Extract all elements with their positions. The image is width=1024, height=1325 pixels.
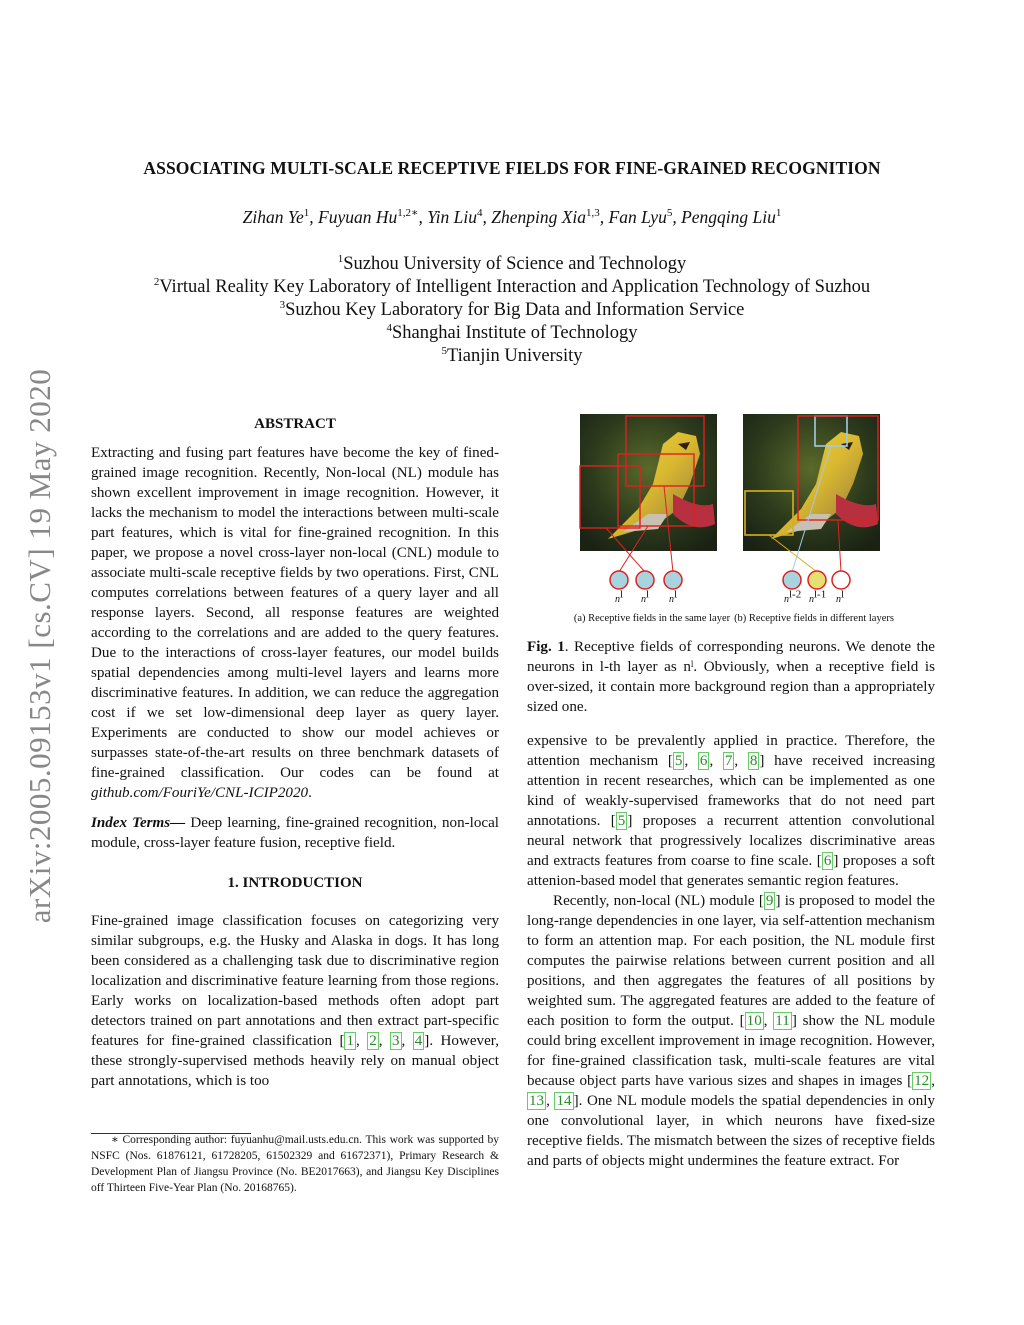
citation-link[interactable]: 7 xyxy=(724,753,733,769)
code-url[interactable]: github.com/FouriYe/CNL-ICIP2020 xyxy=(91,785,309,801)
figure-1 xyxy=(573,414,894,629)
neuron-label: $n^{l-2}$ xyxy=(784,588,802,605)
author: Fuyuan Hu xyxy=(318,207,398,227)
neuron-circle xyxy=(664,571,682,589)
right-column xyxy=(527,731,935,1171)
citation-link[interactable]: 11 xyxy=(775,1013,790,1029)
neuron-circle xyxy=(808,571,826,589)
citation-link[interactable]: 10 xyxy=(746,1013,762,1029)
citation-link[interactable]: 2 xyxy=(369,1033,377,1049)
citation-link[interactable]: 6 xyxy=(823,853,832,869)
abstract-text: Extracting and fusing part features have become the key of fined-grained image recognition. Recently, Non-local (NL) module has shown excellent improvement in image recognition. However, it lacks the mechanism to model the interactions between multi-scale part features, which is vital for fine-grained recognition. In this paper, we propose a novel cross-layer non-local (CNL) module to associate multi-scale receptive fields by two operations. First, CNL computes correlations between features of a query layer and all response layers. Second, all response features are weighted according to the correlations and are added to the query features. Due to the interactions of cross-layer features, our model builds spatial dependencies among multi-level layers and learns more discriminative features. In addition, we can reduce the aggregation cost if we set low-dimensional deep layer as query layer. Experiments are conducted to show our model achieves or surpasses state-of-the-art results on three benchmark datasets of fine-grained classification. Our codes can be found at github.com/FouriYe/CNL-ICIP2020. xyxy=(91,445,499,801)
citation-link[interactable]: 8 xyxy=(749,753,758,769)
paper-title: ASSOCIATING MULTI-SCALE RECEPTIVE FIELDS FOR FINE-GRAINED RECOGNITION xyxy=(143,158,881,178)
arxiv-identifier: arXiv:2005.09153v1 [cs.CV] 19 May 2020 xyxy=(22,368,57,924)
citation-link[interactable]: 9 xyxy=(765,893,774,909)
author-list: Zihan Ye$^1$, Fuyuan $Hu^{1,2∗}$, Yin Liu$^4$, Zhenping Xia$^{1,3}$, Fan Lyu$^5$, Pengqing Liu$^1$ xyxy=(242,207,782,227)
neuron-circle xyxy=(610,571,628,589)
author: Zhenping Xia xyxy=(491,207,587,227)
neuron-circle xyxy=(783,571,801,589)
neuron-label: $n^l$ xyxy=(669,588,678,605)
neuron-label: $n^{l-1}$ xyxy=(809,588,827,605)
citation-link[interactable]: 5 xyxy=(617,813,626,829)
footnote: ∗ Corresponding author: fuyuanhu@mail.usts.edu.cn. This work was supported by NSFC (Nos. 61876121, 61728205, 61502329 and 61672371), Primary Research & Development Plan of Jiangsu Province (No. BE2017663), and Jiangsu Key Disciplines off Thirteen Five-Year Plan (No. 20168765). xyxy=(91,1134,499,1194)
subcaption-b: (b) Receptive fields in different layers xyxy=(734,613,894,624)
citation-link[interactable]: 12 xyxy=(914,1073,930,1089)
affiliation: $^3$Suzhou Key Laboratory for Big Data and Information Service xyxy=(279,298,745,320)
citation-link[interactable]: 4 xyxy=(414,1033,423,1049)
neuron-circle xyxy=(636,571,654,589)
citation-link[interactable]: 14 xyxy=(556,1093,572,1109)
bird-image-a xyxy=(580,414,717,551)
neuron-circle xyxy=(832,571,850,589)
affiliation: $^5$Tianjin University xyxy=(441,344,583,366)
author: Fan Lyu xyxy=(608,207,667,227)
intro-paragraph: Fine-grained image classification focuses on categorizing very similar subgroups, e.g. the Husky and Alaska in dogs. It has long been considered as a challenging task due to discriminative region localization and discriminative feature learning from those regions. Early works on localization-based methods often adopt part detectors trained on part annotations and then extract part-specific features for fine-grained classification [ 1 , 2 , 3 , 4 ]. However, these strongly-supervised methods heavily rely on manual object part annotations, which is too xyxy=(91,913,499,1089)
figure-caption: Fig. 1. Receptive fields of corresponding neurons. We denote the neurons in l-th layer as nˡ. Obviously, when a receptive field is over-sized, it contain more background region than a appropriately sized one. xyxy=(527,639,935,715)
neuron-label: $n^l$ xyxy=(615,588,624,605)
citation-link[interactable]: 1 xyxy=(346,1033,355,1049)
intro-heading: 1. INTRODUCTION xyxy=(227,875,363,891)
bird-image-b xyxy=(743,414,880,551)
subcaption-a: (a) Receptive fields in the same layer xyxy=(573,613,731,624)
neuron-label: $n^l$ xyxy=(836,588,845,605)
affiliation: $^2$Virtual Reality Key Laboratory of Intelligent Interaction and Application Technology of Suzhou xyxy=(153,275,871,297)
author: Zihan Ye xyxy=(242,207,304,227)
citation-link[interactable]: 13 xyxy=(529,1093,545,1109)
paragraph: expensive to be prevalently applied in practice. Therefore, the attention mechanism [ 5 , 6 , 7 , 8 ] have received increasing attention in recent researches, which can be implemented as one kind of weakly-supervised frameworks that do not need part annotations. [ 5 ] proposes a recurrent attention convolutional neural network that progressively localizes discriminative areas and extracts features from coarse to fine scale. [ 6 ] proposes a soft attenion-based model that generates semantic region features. xyxy=(527,733,936,889)
affiliation: $^4$Shanghai Institute of Technology xyxy=(386,321,638,343)
citation-link[interactable]: 6 xyxy=(699,753,708,769)
citation-link[interactable]: 3 xyxy=(391,1033,400,1049)
left-column xyxy=(91,414,499,1091)
author: Pengqing Liu xyxy=(681,207,776,227)
affiliation: $^1$Suzhou University of Science and Technology xyxy=(337,252,687,274)
paragraph: Recently, non-local (NL) module [ 9 ] is proposed to model the long-range dependencies in one layer, via self-attention mechanism to form an attention map. For each position, the NL module first computes the pairwise relations between current position and all positions, and then aggregates the features of all positions by weighted sum. The aggregated features are added to the feature of each position to form the output. [ 10 , 11 ] show the NL module could bring excellent improvement in image recognition. However, for fine-grained classification task, multi-scale features are vital because object parts have various sizes and shapes in images [ 12 , 13 , 14 ]. One NL module models the spatial dependencies in only one convolutional layer, in which neurons have fixed-size receptive fields. The mismatch between the sizes of receptive fields and parts of objects might undermines the feature extract. For xyxy=(527,893,936,1169)
neuron-label: $n^l$ xyxy=(641,588,650,605)
citation-link[interactable]: 5 xyxy=(674,753,683,769)
author: Yin Liu xyxy=(427,207,477,227)
index-terms: Index Terms— Deep learning, fine-grained recognition, non-local module, cross-layer feature fusion, receptive field. xyxy=(91,815,499,851)
abstract-heading: ABSTRACT xyxy=(254,416,336,432)
